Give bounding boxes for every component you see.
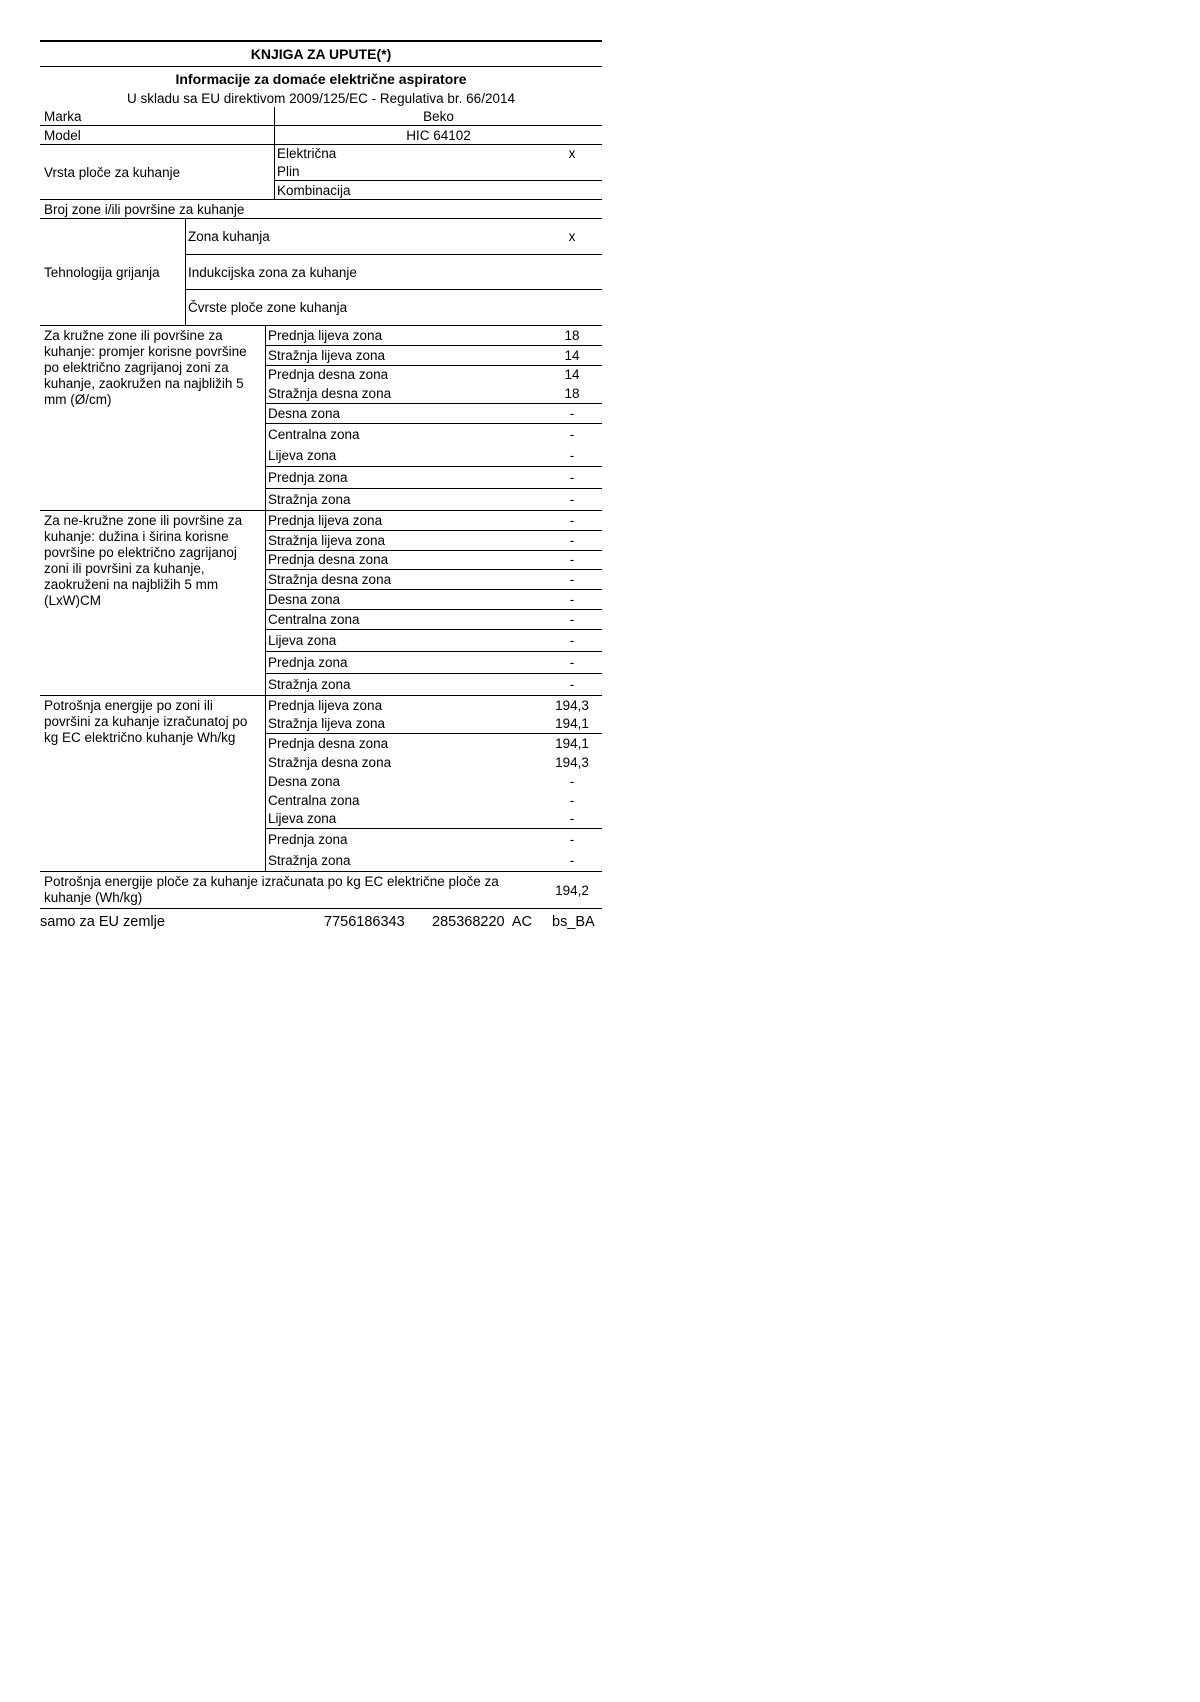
tehnologija-options — [186, 219, 602, 325]
vrsta-ploce-row — [40, 145, 602, 200]
zone-row — [266, 791, 602, 810]
zone-name: Desna zona — [268, 773, 341, 789]
zone-name: Stražnja zona — [268, 491, 351, 507]
zone-value: - — [569, 592, 575, 608]
zone-value: - — [569, 552, 575, 568]
zone-row — [266, 829, 602, 850]
nekruzne-zones — [266, 511, 602, 695]
directive-line: U skladu sa EU direktivom 2009/125/EC - Regulativa br. 66/2014 — [127, 90, 515, 106]
tehnologija-label: Tehnologija grijanja — [40, 219, 186, 325]
vrsta-option — [275, 163, 602, 182]
zone-row — [266, 511, 602, 531]
zone-name: Centralna zona — [268, 611, 360, 627]
zone-row — [266, 404, 602, 424]
zone-value: - — [569, 811, 575, 827]
zone-row — [266, 652, 602, 674]
zone-value: - — [569, 406, 575, 422]
zone-row — [266, 551, 602, 571]
zone-value: 18 — [564, 327, 580, 343]
zone-value: 194,1 — [555, 716, 589, 732]
tehnologija-option — [186, 255, 602, 291]
zone-row — [266, 570, 602, 590]
zone-row — [266, 366, 602, 385]
option-name: Zona kuhanja — [188, 228, 270, 244]
zone-name: Lijeva zona — [268, 447, 337, 463]
zone-value: - — [569, 654, 575, 670]
zone-value: 194,1 — [555, 736, 589, 752]
zone-value: - — [569, 532, 575, 548]
zone-name: Prednja zona — [268, 832, 348, 848]
tehnologija-option — [186, 290, 602, 325]
marka-row — [40, 107, 602, 126]
potrosnja-zone-group — [40, 696, 602, 873]
footer-locale: bs_BA — [552, 914, 595, 931]
document-title: KNJIGA ZA UPUTE(*) — [40, 40, 602, 67]
option-mark: x — [568, 228, 576, 244]
zone-row — [266, 384, 602, 404]
kruzne-zone-group — [40, 326, 602, 511]
zone-value: - — [569, 832, 575, 848]
zone-row — [266, 467, 602, 489]
zone-value: - — [569, 853, 575, 869]
zone-row — [266, 753, 602, 772]
zone-value: 14 — [564, 347, 580, 363]
energy-label-sheet — [40, 40, 602, 935]
zone-name: Desna zona — [268, 592, 341, 608]
zone-name: Lijeva zona — [268, 811, 337, 827]
option-name: Kombinacija — [277, 182, 351, 198]
zone-row — [266, 696, 602, 715]
footer-code-2: 285368220 AC — [432, 914, 532, 931]
zone-value: - — [569, 512, 575, 528]
zone-value: - — [569, 447, 575, 463]
document-subtitle: Informacije za domaće električne aspiratore — [175, 71, 467, 87]
potrosnja-zone-label: Potrošnja energije po zoni ili površini za kuhanje izračunatoj po kg EC električno kuhanje Wh/kg — [40, 696, 266, 872]
option-name: Indukcijska zona za kuhanje — [188, 264, 357, 280]
zone-name: Stražnja desna zona — [268, 755, 392, 771]
zone-name: Stražnja zona — [268, 853, 351, 869]
zone-row — [266, 424, 602, 445]
zone-value: - — [569, 469, 575, 485]
model-value: HIC 64102 — [274, 126, 602, 144]
vrsta-options — [274, 145, 602, 199]
zone-row — [266, 772, 602, 791]
tehnologija-row — [40, 218, 602, 326]
zone-name: Lijeva zona — [268, 632, 337, 648]
option-name: Čvrste ploče zone kuhanja — [188, 300, 348, 316]
option-name: Plin — [277, 164, 300, 179]
zone-name: Stražnja desna zona — [268, 572, 392, 588]
zone-row — [266, 610, 602, 630]
marka-value: Beko — [274, 107, 602, 125]
zone-value: - — [569, 572, 575, 588]
zone-value: 194,3 — [555, 697, 589, 713]
zone-name: Stražnja zona — [268, 676, 351, 692]
nekruzne-label: Za ne-kružne zone ili površine za kuhanje: dužina i širina korisne površine po električno zagrijanoj zoni ili površini za kuhanje, zaokruženi na najbližih 5 mm (LxW)CM — [40, 511, 266, 695]
vrsta-label: Vrsta ploče za kuhanje — [44, 164, 181, 180]
potrosnja-ploce-row — [40, 872, 602, 909]
zone-row — [266, 326, 602, 346]
zone-name: Prednja zona — [268, 469, 348, 485]
zone-name: Prednja zona — [268, 654, 348, 670]
broj-zone-label: Broj zone i/ili površine za kuhanje — [44, 201, 245, 217]
potrosnja-ploce-label: Potrošnja energije ploče za kuhanje izračunata po kg EC električne ploče za kuhanje (Wh/kg) — [44, 874, 499, 906]
zone-name: Prednja lijeva zona — [268, 327, 383, 343]
zone-value: - — [569, 676, 575, 692]
zone-value: - — [569, 611, 575, 627]
zone-value: 14 — [564, 367, 580, 383]
kruzne-label: Za kružne zone ili površine za kuhanje: promjer korisne površine po električno zagrijanoj zoni za kuhanje, zaokružen na najbližih 5 mm (Ø/cm) — [40, 326, 266, 510]
zone-value: - — [569, 491, 575, 507]
model-row — [40, 126, 602, 145]
zone-name: Prednja desna zona — [268, 367, 389, 383]
zone-value: 194,3 — [555, 755, 589, 771]
zone-name: Stražnja lijeva zona — [268, 532, 386, 548]
zone-name: Prednja lijeva zona — [268, 697, 383, 713]
option-name: Električna — [277, 146, 337, 162]
footer — [40, 909, 602, 935]
zone-row — [266, 590, 602, 610]
zone-row — [266, 715, 602, 735]
zone-value: - — [569, 426, 575, 442]
zone-name: Desna zona — [268, 406, 341, 422]
nekruzne-zone-group — [40, 511, 602, 696]
zone-row — [266, 531, 602, 551]
zone-value: - — [569, 773, 575, 789]
zone-row — [266, 346, 602, 366]
zone-value: - — [569, 792, 575, 808]
marka-label: Marka — [44, 108, 82, 124]
zone-name: Centralna zona — [268, 792, 360, 808]
footer-region: samo za EU zemlje — [40, 914, 165, 931]
zone-name: Prednja desna zona — [268, 552, 389, 568]
potrosnja-ploce-value: 194,2 — [555, 882, 589, 898]
model-label: Model — [44, 127, 81, 143]
potrosnja-zones — [266, 696, 602, 872]
zone-row — [266, 810, 602, 830]
option-mark: x — [568, 146, 576, 162]
zone-name: Stražnja lijeva zona — [268, 347, 386, 363]
zone-name: Stražnja lijeva zona — [268, 716, 386, 732]
zone-row — [266, 734, 602, 753]
zone-name: Centralna zona — [268, 426, 360, 442]
tehnologija-option — [186, 219, 602, 255]
zone-value: - — [569, 632, 575, 648]
broj-zone-row — [40, 200, 602, 218]
footer-code-1: 7756186343 — [324, 914, 405, 931]
zone-row — [266, 630, 602, 652]
zone-row — [266, 850, 602, 871]
zone-row — [266, 445, 602, 467]
vrsta-option — [275, 145, 602, 163]
vrsta-option — [275, 181, 602, 199]
zone-value: 18 — [564, 386, 580, 402]
zone-row — [266, 674, 602, 695]
zone-row — [266, 489, 602, 510]
zone-name: Prednja lijeva zona — [268, 512, 383, 528]
zone-name: Stražnja desna zona — [268, 386, 392, 402]
kruzne-zones — [266, 326, 602, 510]
zone-name: Prednja desna zona — [268, 736, 389, 752]
